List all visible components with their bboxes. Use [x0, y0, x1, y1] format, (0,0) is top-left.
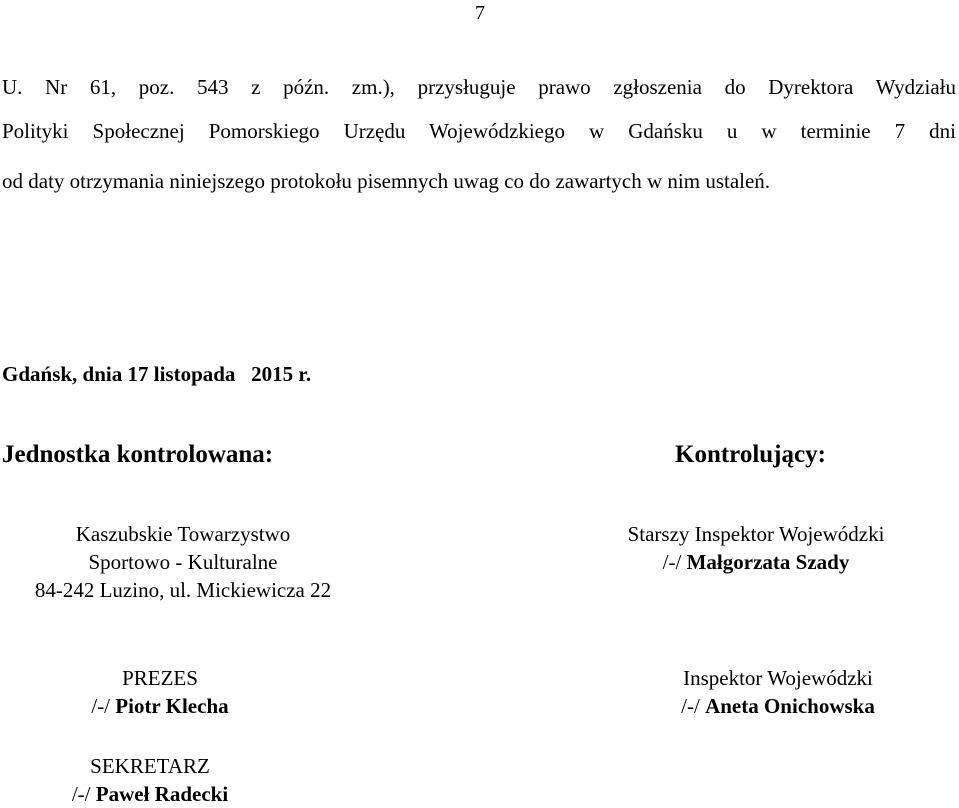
paragraph-line-2: Polityki Społecznej Pomorskiego Urzędu Wojewódzkiego w Gdańsku u w terminie 7 dni	[2, 119, 956, 143]
signature-mark: /-/	[681, 694, 706, 718]
signature-mark: /-/	[91, 694, 116, 718]
president-signed	[0, 692, 320, 720]
secretary-signed	[0, 780, 300, 808]
paragraph-line-1: U. Nr 61, poz. 543 z późn. zm.), przysługuje prawo zgłoszenia do Dyrektora Wydziału	[2, 75, 956, 99]
president-role: PREZES	[122, 666, 198, 690]
signature-mark: /-/	[662, 550, 687, 574]
paragraph-line-3: od daty otrzymania niniejszego protokołu pisemnych uwag co do zawartych w nim ustaleń.	[2, 169, 771, 193]
president-name: Piotr Klecha	[115, 694, 229, 718]
date-line: Gdańsk, dnia 17 listopada 2015 r.	[2, 362, 312, 386]
inspected-unit-address	[0, 520, 366, 604]
page-number: 7	[475, 2, 485, 24]
unit-name-line-2: Sportowo - Kulturalne	[88, 550, 278, 574]
senior-inspector-signed	[583, 548, 929, 576]
senior-inspector-role: Starszy Inspektor Wojewódzki	[627, 522, 885, 546]
inspector-name: Aneta Onichowska	[705, 694, 875, 718]
inspected-unit-heading: Jednostka kontrolowana:	[2, 441, 274, 468]
secretary-role: SEKRETARZ	[90, 754, 210, 778]
unit-address-line: 84-242 Luzino, ul. Mickiewicza 22	[34, 578, 332, 602]
secretary-signature	[0, 752, 300, 808]
unit-name-line-1: Kaszubskie Towarzystwo	[75, 522, 291, 546]
inspectors-heading: Kontrolujący:	[675, 441, 826, 468]
signature-mark: /-/	[71, 782, 96, 806]
inspector-signature	[630, 664, 926, 720]
senior-inspector-name: Małgorzata Szady	[686, 550, 850, 574]
inspector-role: Inspektor Wojewódzki	[683, 666, 873, 690]
inspector-signed	[630, 692, 926, 720]
president-signature	[0, 664, 320, 720]
secretary-name: Paweł Radecki	[95, 782, 229, 806]
senior-inspector-signature	[583, 520, 929, 576]
